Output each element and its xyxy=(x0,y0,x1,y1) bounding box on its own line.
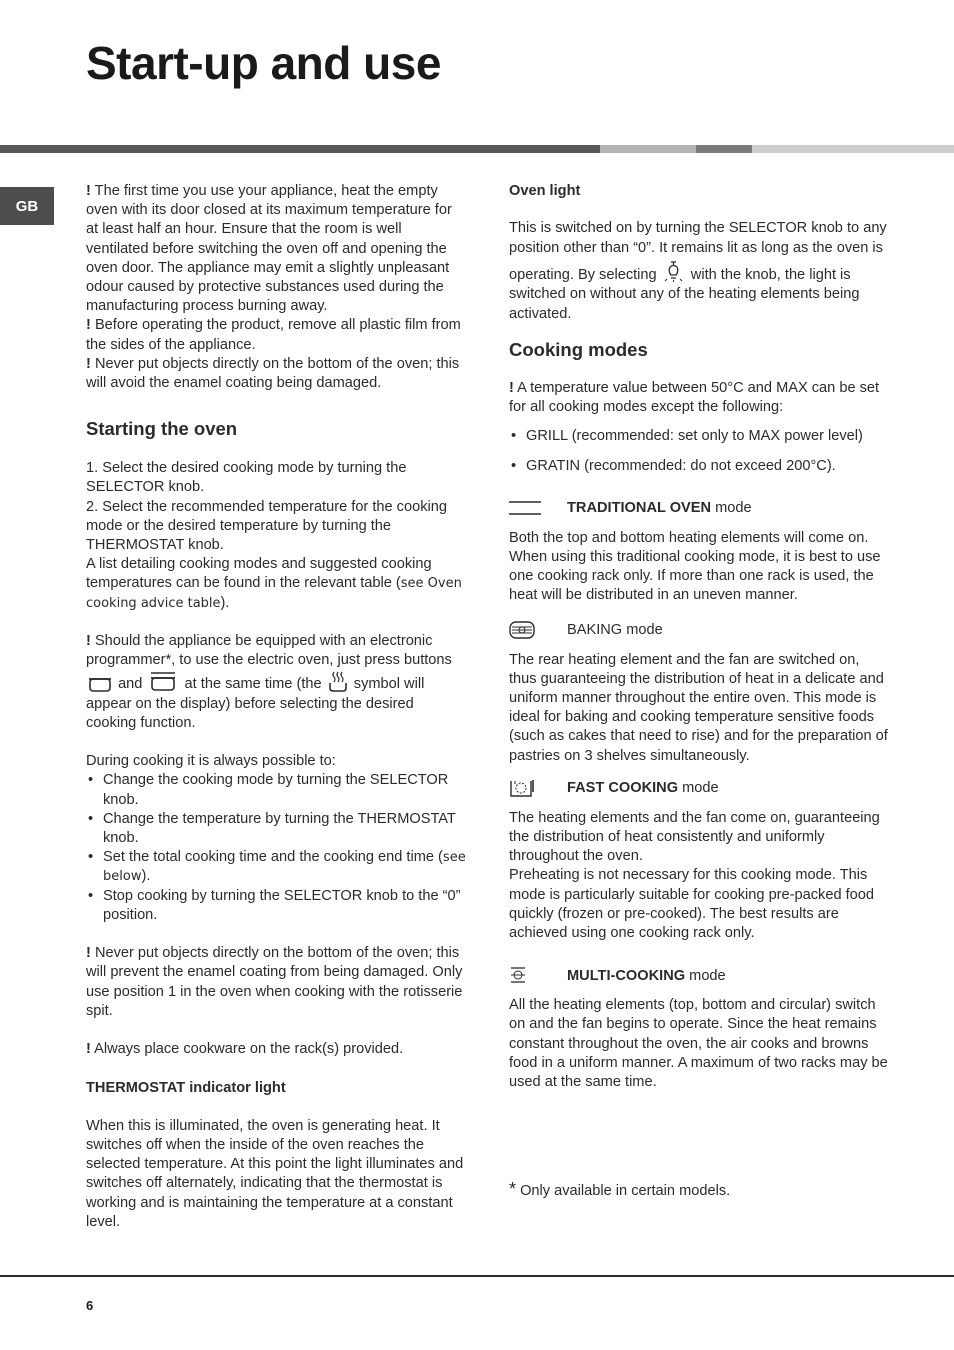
fast-cooking-header xyxy=(509,778,891,800)
step-1: 1. Select the desired cooking mode by turning the SELECTOR knob. xyxy=(86,460,407,496)
warning-cookware: ! Always place cookware on the rack(s) provided. xyxy=(86,1041,404,1058)
baking-icon xyxy=(509,620,567,642)
thermostat-heading: THERMOSTAT indicator light xyxy=(86,1079,286,1096)
header-bar-dark-short xyxy=(696,145,752,153)
multi-cooking-text: All the heating elements (top, bottom and circular) switch on and the fan begins to operate. Since the heat remains constant throughout the oven, the air cooks and browns food in a uniform manner. A maximum of two racks may be used at the same time. xyxy=(509,997,888,1091)
page-title: Start-up and use xyxy=(86,37,441,89)
traditional-oven-header xyxy=(509,498,891,520)
oven-button-icon xyxy=(88,674,112,692)
fast-cooking-label: FAST COOKING mode xyxy=(567,780,719,797)
fast-cooking-icon xyxy=(509,778,567,800)
oven-button-double-icon xyxy=(148,670,178,692)
header-bar-dark xyxy=(0,145,600,153)
list-item: • Change the cooking mode by turning the SELECTOR knob. xyxy=(86,771,466,809)
baking-text: The rear heating element and the fan are switched on, thus guaranteeing the distribution of heat in a delicate and uniform manner throughout the entire oven. This mode is ideal for baking and cooking temperature sensitive foods (such as cakes that need to rise) and for the preparation of pastries on 3 shelves simultaneously. xyxy=(509,651,888,764)
multi-cooking-icon xyxy=(509,965,567,987)
header-bar-mid xyxy=(600,145,696,153)
multi-cooking-header xyxy=(509,965,891,987)
temperature-note: ! A temperature value between 50°C and MAX can be set for all cooking modes except the following: xyxy=(509,379,880,416)
traditional-oven-label: TRADITIONAL OVEN mode xyxy=(567,500,752,517)
cooking-pot-symbol-icon xyxy=(328,670,348,692)
during-cooking-intro: During cooking it is always possible to: xyxy=(86,753,336,770)
during-cooking-list xyxy=(86,771,466,925)
intro-paragraph-2: ! Before operating the product, remove all plastic film from the sides of the appliance. xyxy=(86,317,461,353)
right-column xyxy=(509,182,891,1201)
list-item: • GRATIN (recommended: do not exceed 200°C). xyxy=(509,457,891,476)
exceptions-list xyxy=(509,427,891,475)
step-2: 2. Select the recommended temperature for the cooking mode or the desired temperature by turning the THERMOSTAT knob. xyxy=(86,498,447,554)
fast-cooking-text-1: The heating elements and the fan come on, guaranteeing the distribution of heat consistently and uniformly throughout the oven. xyxy=(509,809,880,865)
multi-cooking-label: MULTI-COOKING mode xyxy=(567,967,726,984)
language-tab: GB xyxy=(0,187,54,225)
page-number: 6 xyxy=(86,1298,94,1313)
cooking-table-reference: A list detailing cooking modes and suggested cooking temperatures can be found in the relevant table (see Oven cooking advice table). xyxy=(86,556,462,611)
bottom-rule xyxy=(0,1275,954,1277)
header-bar-light xyxy=(752,145,954,153)
warning-enamel: ! Never put objects directly on the bottom of the oven; this will prevent the enamel coating from being damaged. Only use position 1 in the oven when cooking with the rotisserie spit. xyxy=(86,945,463,1019)
footnote-mark: * xyxy=(509,1179,517,1200)
traditional-oven-text: Both the top and bottom heating elements will come on. When using this traditional cooking mode, it is best to use one cooking rack only. If more than one rack is used, the heat will be distributed in an uneven manner. xyxy=(509,529,881,604)
list-item: • GRILL (recommended: set only to MAX power level) xyxy=(509,427,891,446)
list-item: • Stop cooking by turning the SELECTOR knob to the “0” position. xyxy=(86,887,466,925)
baking-header xyxy=(509,620,891,642)
list-item: • Change the temperature by turning the THERMOSTAT knob. xyxy=(86,810,466,848)
starting-oven-heading: Starting the oven xyxy=(86,418,238,440)
light-bulb-icon xyxy=(663,259,685,283)
list-item: • Set the total cooking time and the cooking end time (see below). xyxy=(86,848,466,886)
programmer-note: ! Should the appliance be equipped with an electronic programmer*, to use the electric oven, just press buttons and at the same time (the symbol will appear on the display) before selecting the desired cooking function. xyxy=(86,633,452,731)
oven-light-text: This is switched on by turning the SELECTOR knob to any position other than “0”. It remains lit as long as the oven is operating. By selecting with the knob, the light is switched on without any of the heating elements being activated. xyxy=(509,220,887,323)
baking-label: BAKING mode xyxy=(567,622,663,638)
footnote: * Only available in certain models. xyxy=(509,1179,731,1200)
traditional-oven-icon xyxy=(509,498,567,520)
intro-paragraph-1: ! The first time you use your appliance, heat the empty oven with its door closed at its maximum temperature for at least half an hour. Ensure that the room is well ventilated before switching the oven off and opening the oven door. The appliance may emit a slightly unpleasant odour caused by protective substances used during the manufacturing process burning away. xyxy=(86,183,452,315)
left-column xyxy=(86,182,466,1232)
intro-paragraph-3: ! Never put objects directly on the bottom of the oven; this will avoid the enamel coating being damaged. xyxy=(86,355,460,392)
cooking-modes-heading: Cooking modes xyxy=(509,338,648,360)
oven-light-heading: Oven light xyxy=(509,183,581,199)
thermostat-text: When this is illuminated, the oven is generating heat. It switches off when the inside of the oven reaches the selected temperature. At this point the light illuminates and switches off alternately, indicating that the thermostat is working and is maintaining the temperature at a constant level. xyxy=(86,1117,464,1230)
fast-cooking-text-2: Preheating is not necessary for this cooking mode. This mode is particularly suitable for cooking pre-packed food quickly (frozen or pre-cooked). The best results are achieved using one cooking rack only. xyxy=(509,867,875,942)
